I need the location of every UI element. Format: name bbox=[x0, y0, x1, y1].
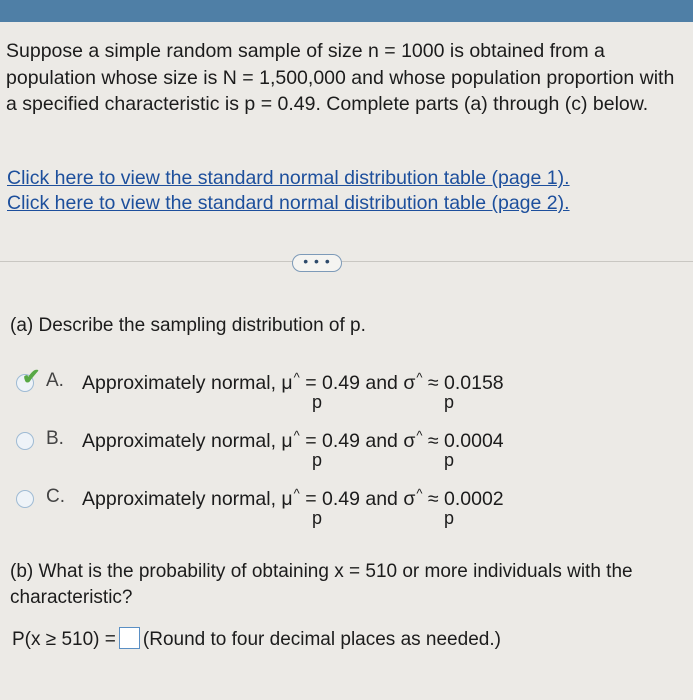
option-text: Approximately normal, μ^ = 0.49 and σ^ ≈ 0.0158 bbox=[82, 370, 504, 394]
part-b-prompt: (b) What is the probability of obtaining x = 510 or more individuals with the characteristic? bbox=[10, 561, 633, 608]
rounding-note: (Round to four decimal places as needed.) bbox=[142, 629, 501, 650]
answer-input-box[interactable] bbox=[119, 627, 140, 649]
expand-more-button[interactable]: • • • bbox=[292, 254, 342, 272]
sigma-subscript: p bbox=[444, 508, 455, 528]
mu-subscript: p bbox=[312, 450, 323, 470]
section-divider bbox=[0, 261, 693, 262]
option-text: Approximately normal, μ^ = 0.49 and σ^ ≈ 0.0004 bbox=[82, 428, 504, 452]
checkmark-icon: ✔ bbox=[22, 364, 41, 389]
mu-subscript: p bbox=[312, 508, 323, 528]
problem-statement: Suppose a simple random sample of size n = 1000 is obtained from a population whose size is N = 1,500,000 and whose population proportion with a specified characteristic is p = 0.49. Complete parts (a) through (c) below. bbox=[6, 40, 675, 115]
option-a[interactable] bbox=[16, 364, 656, 428]
option-b[interactable] bbox=[16, 428, 656, 486]
radio-option-b[interactable] bbox=[16, 432, 34, 450]
table-links bbox=[7, 166, 570, 216]
part-a-text: (a) Describe the sampling distribution of p bbox=[10, 315, 361, 336]
option-letter: A. bbox=[46, 370, 64, 391]
part-a-prompt: (a) Describe the sampling distribution of p. bbox=[10, 315, 366, 336]
answer-prefix: P(x ≥ 510) = bbox=[12, 629, 116, 650]
top-bar bbox=[0, 0, 693, 22]
radio-option-c[interactable] bbox=[16, 490, 34, 508]
normal-table-page1-link[interactable]: Click here to view the standard normal distribution table (page 1). bbox=[7, 167, 570, 189]
sigma-subscript: p bbox=[444, 450, 455, 470]
option-letter: B. bbox=[46, 428, 64, 449]
option-letter: C. bbox=[46, 486, 65, 507]
option-c[interactable] bbox=[16, 486, 656, 544]
normal-table-page2-link[interactable]: Click here to view the standard normal distribution table (page 2). bbox=[7, 192, 570, 214]
option-text: Approximately normal, μ^ = 0.49 and σ^ ≈ 0.0002 bbox=[82, 486, 504, 510]
mu-subscript: p bbox=[312, 392, 323, 412]
sigma-subscript: p bbox=[444, 392, 455, 412]
part-b-answer-row bbox=[12, 627, 501, 651]
